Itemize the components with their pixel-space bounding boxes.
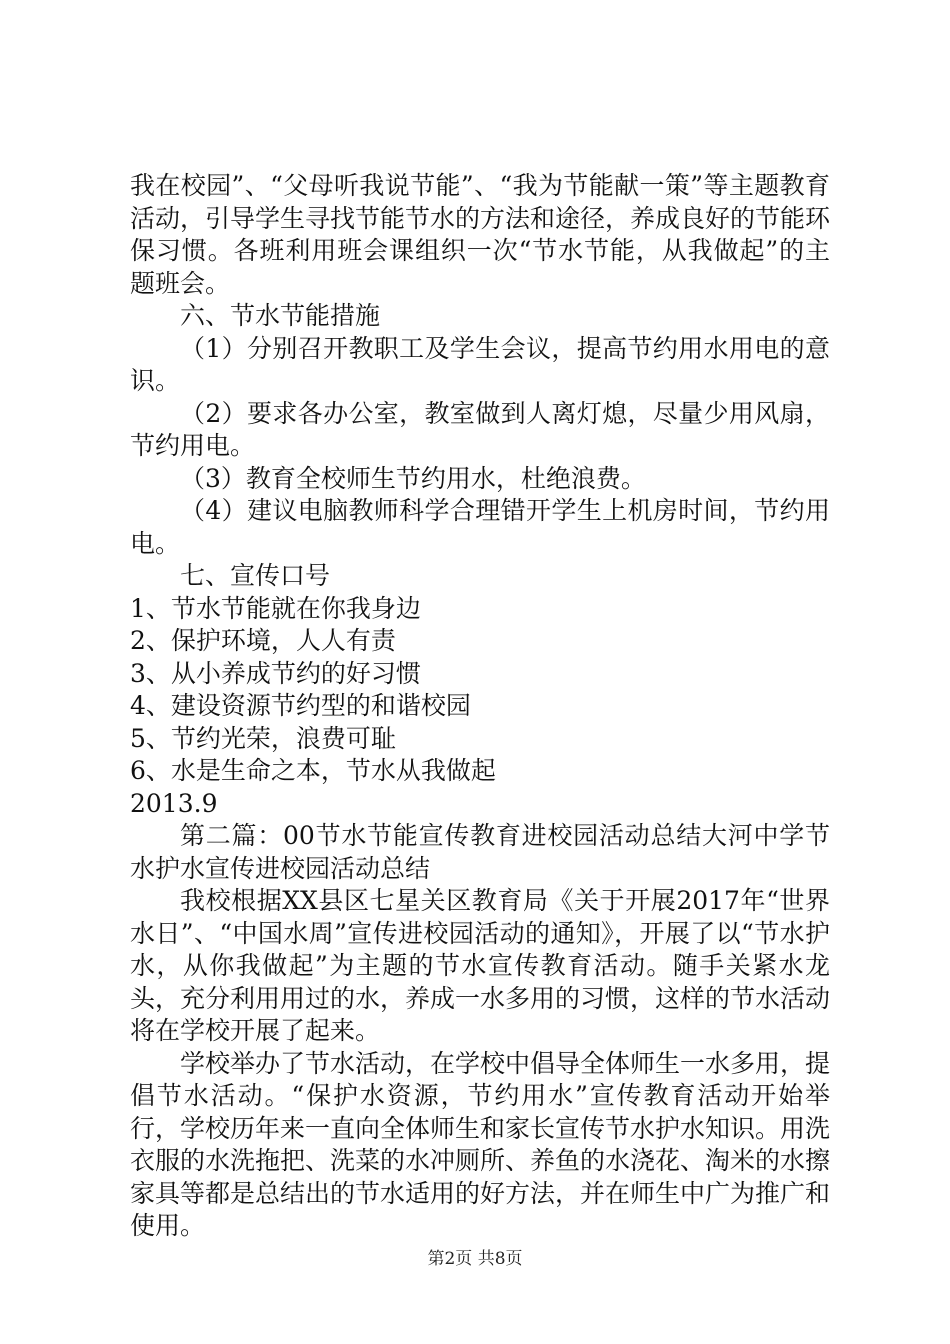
slogan-item: 4、建设资源节约型的和谐校园 <box>130 691 471 720</box>
slogan-item: 3、从小养成节约的好习惯 <box>130 658 421 688</box>
measure-item: （1）分别召开教职工及学生会议，提高节约用水用电的意识。 <box>130 333 830 395</box>
slogan-item: 5、节约光荣，浪费可耻 <box>130 723 396 753</box>
slogan-item: 2、保护环境，人人有责 <box>130 626 396 655</box>
measure-item: （4）建议电脑教师科学合理错开学生上机房时间，节约用电。 <box>130 496 830 558</box>
article-title: 第二篇：00节水节能宣传教育进校园活动总结大河中学节水护水宣传进校园活动总结 <box>130 821 830 883</box>
section-heading-measures: 六、节水节能措施 <box>180 301 381 330</box>
page-number-footer: 第2页 共8页 <box>427 1249 523 1269</box>
measure-item: （3）教育全校师生节约用水，杜绝浪费。 <box>180 463 646 493</box>
paragraph: 我校根据XX县区七星关区教育局《关于开展2017年“世界水日”、“中国水周”宣传进校园活动的通知》，开展了以“节水护水，从你我做起”为主题的节水宣传教育活动。随手关紧水龙头，充分利用用过的水，养成一水多用的习惯，这样的节水活动将在学校开展了起来。 <box>130 886 831 1045</box>
document-date: 2013.9 <box>130 788 218 818</box>
section-heading-slogans: 七、宣传口号 <box>180 561 331 590</box>
slogan-item: 6、水是生命之本，节水从我做起 <box>130 756 496 785</box>
slogan-item: 1、节水节能就在你我身边 <box>130 593 421 623</box>
document-body <box>130 170 830 1243</box>
paragraph: 学校举办了节水活动，在学校中倡导全体师生一水多用，提倡节水活动。“保护水资源，节约用水”宣传教育活动开始举行，学校历年来一直向全体师生和家长宣传节水护水知识。用洗衣服的水洗拖把、洗菜的水冲厕所、养鱼的水浇花、淘米的水擦家具等都是总结出的节水适用的好方法，并在师生中广为推广和使用。 <box>130 1048 831 1240</box>
paragraph: 我在校园”、“父母听我说节能”、“我为节能献一策”等主题教育活动，引导学生寻找节能节水的方法和途径，养成良好的节能环保习惯。各班利用班会课组织一次“节水节能，从我做起”的主题班会。 <box>130 171 831 298</box>
measure-item: （2）要求各办公室，教室做到人离灯熄，尽量少用风扇，节约用电。 <box>130 398 830 460</box>
